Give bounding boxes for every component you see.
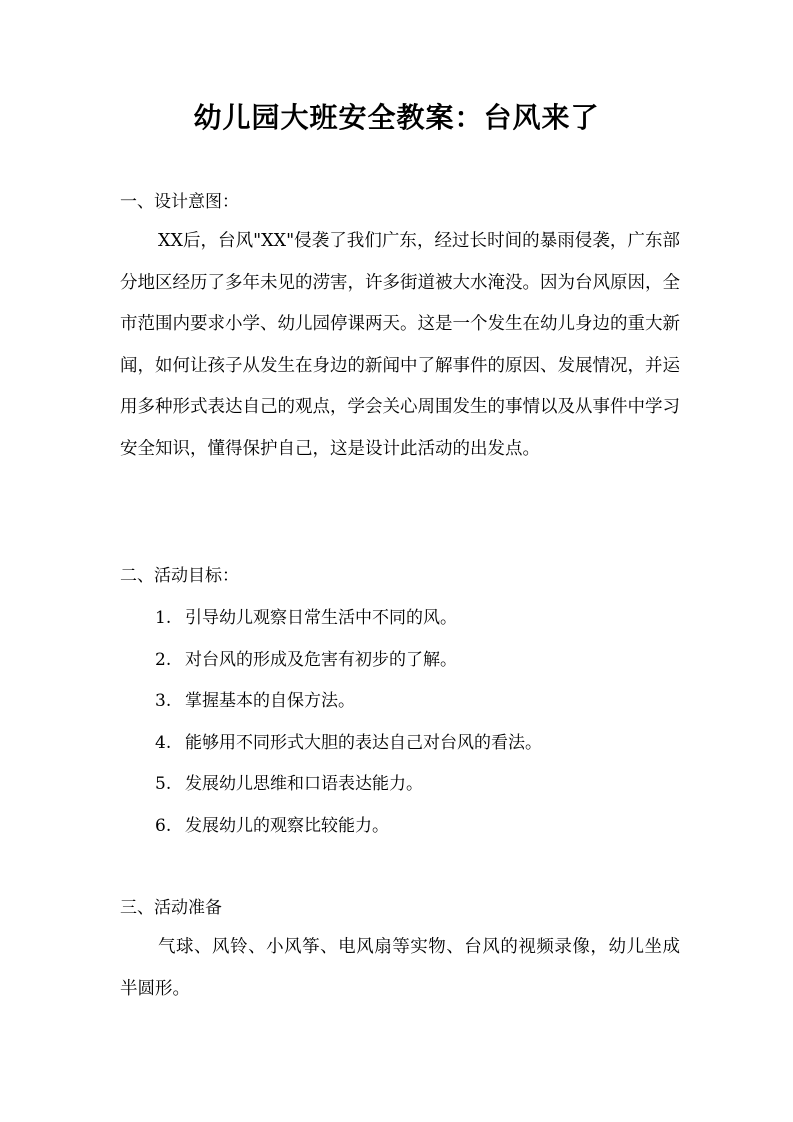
list-item-text: 能够用不同形式大胆的表达自己对台风的看法。 [185,732,542,753]
list-item [155,806,675,848]
list-item-number: 3. [155,691,172,711]
section-heading-design-intent: 一、设计意图： [120,192,239,212]
list-item-text: 发展幼儿的观察比较能力。 [185,815,389,836]
list-item-number: 6. [155,815,172,836]
list-item-number: 5. [155,774,172,794]
list-item-text: 发展幼儿思维和口语表达能力。 [185,774,423,794]
section-heading-activity-goals: 二、活动目标： [120,566,239,586]
list-item [155,598,675,640]
list-item-number: 2. [155,649,172,670]
list-item-number: 1. [155,608,172,628]
list-item-text: 对台风的形成及危害有初步的了解。 [185,649,457,670]
list-item-number: 4. [155,732,172,753]
list-item-text: 掌握基本的自保方法。 [185,691,355,711]
design-intent-paragraph: XX后，台风"XX"侵袭了我们广东，经过长时间的暴雨侵袭，广东部分地区经历了多年未见的涝害，许多街道被大水淹没。因为台风原因，全市范围内要求小学、幼儿园停课两天。这是一个发生在幼儿身边的重大新闻，如何让孩子从发生在身边的新闻中了解事件的原因、发展情况，并运用多种形式表达自己的观点，学会关心周围发生的事情以及从事件中学习安全知识，懂得保护自己，这是设计此活动的出发点。 [120,231,680,459]
list-item [155,640,675,682]
document-title: 幼儿园大班安全教案：台风来了 [193,101,600,134]
activity-preparation-paragraph: 气球、风铃、小风筝、电风扇等实物、台风的视频录像，幼儿坐成半圆形。 [120,937,680,999]
list-item [155,764,675,806]
list-item [155,723,675,765]
section-heading-activity-preparation: 三、活动准备 [120,898,222,918]
list-item-text: 引导幼儿观察日常生活中不同的风。 [185,608,457,628]
activity-goals-list [155,598,675,847]
list-item [155,681,675,723]
